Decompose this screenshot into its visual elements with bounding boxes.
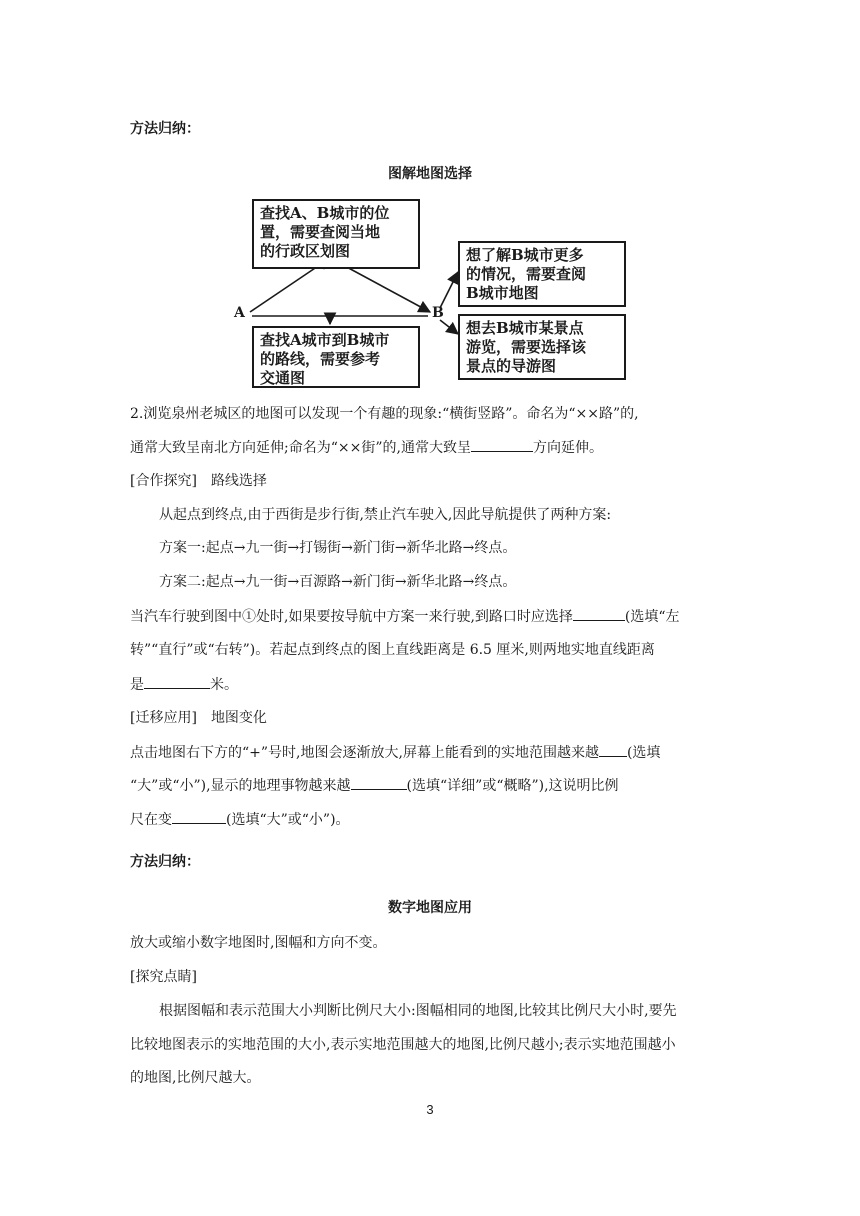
coop-header: [合作探究] 路线选择 <box>130 473 267 489</box>
explore-tag: [探究点睛] <box>130 969 197 985</box>
migration-header: [迁移应用] 地图变化 <box>130 710 267 726</box>
diagram-arrows <box>0 0 860 400</box>
answer-blank[interactable] <box>351 775 407 790</box>
map-selection-diagram <box>0 0 860 400</box>
page-number: 3 <box>426 1102 434 1117</box>
coop-question-line-1: 当汽车行驶到图中①处时,如果要按导航中方案一来行驶,到路口时应选择 (选填“左 <box>130 606 680 627</box>
box-traffic-map: 查找A城市到B城市 的路线，需要参考 交通图 <box>252 326 420 388</box>
q2-line-2: 通常大致呈南北方向延伸;命名为“××街”的,通常大致呈 方向延伸。 <box>130 437 603 458</box>
explore-line-1: 根据图幅和表示范围大小判断比例尺大小:图幅相同的地图,比较其比例尺大小时,要先 <box>159 1003 677 1019</box>
answer-blank[interactable] <box>172 809 226 824</box>
answer-blank[interactable] <box>599 742 627 757</box>
migration-line-3: 尺在变 (选填“大”或“小”)。 <box>130 809 350 830</box>
coop-question-line-3: 是 米。 <box>130 674 238 695</box>
arrow-b-to-right-bottom <box>440 320 458 334</box>
plan-one: 方案一:起点→九一街→打锡街→新门街→新华北路→终点。 <box>159 540 517 556</box>
node-b-label: B <box>432 305 444 321</box>
box-tour-map: 想去B城市某景点 游览，需要选择该 景点的导游图 <box>458 314 626 380</box>
digital-map-title: 数字地图应用 <box>388 900 472 916</box>
answer-blank[interactable] <box>471 437 533 452</box>
answer-blank[interactable] <box>144 674 210 689</box>
explore-line-3: 的地图,比例尺越大。 <box>130 1070 261 1086</box>
node-a-label: A <box>234 305 245 321</box>
explore-line-2: 比较地图表示的实地范围的大小,表示实地范围越大的地图,比例尺越小;表示实地范围越小 <box>130 1037 676 1053</box>
box-admin-map: 查找A、B城市的位 置，需要查阅当地 的行政区划图 <box>252 199 420 269</box>
migration-line-1: 点击地图右下方的“+”号时,地图会逐渐放大,屏幕上能看到的实地范围越来越 (选填 <box>130 742 660 763</box>
diagram-title: 图解地图选择 <box>388 166 472 182</box>
box-city-map: 想了解B城市更多 的情况，需要查阅 B城市地图 <box>458 241 626 307</box>
method-summary-heading-2: 方法归纳： <box>130 854 200 870</box>
coop-question-line-2: 转”“直行”或“右转”)。若起点到终点的图上直线距离是 6.5 厘米,则两地实地直线距离 <box>130 642 655 658</box>
arrow-b-to-right-top <box>440 272 458 308</box>
migration-line-2: “大”或“小”),显示的地理事物越来越 (选填“详细”或“概略”),这说明比例 <box>130 775 619 796</box>
coop-intro: 从起点到终点,由于西街是步行街,禁止汽车驶入,因此导航提供了两种方案: <box>159 507 612 523</box>
answer-blank[interactable] <box>573 606 625 621</box>
digital-map-line: 放大或缩小数字地图时,图幅和方向不变。 <box>130 935 387 951</box>
plan-two: 方案二:起点→九一街→百源路→新门街→新华北路→终点。 <box>159 574 517 590</box>
method-summary-heading-1: 方法归纳： <box>130 121 200 137</box>
q2-line-1: 2.浏览泉州老城区的地图可以发现一个有趣的现象:“横街竖路”。命名为“××路”的, <box>130 406 639 422</box>
